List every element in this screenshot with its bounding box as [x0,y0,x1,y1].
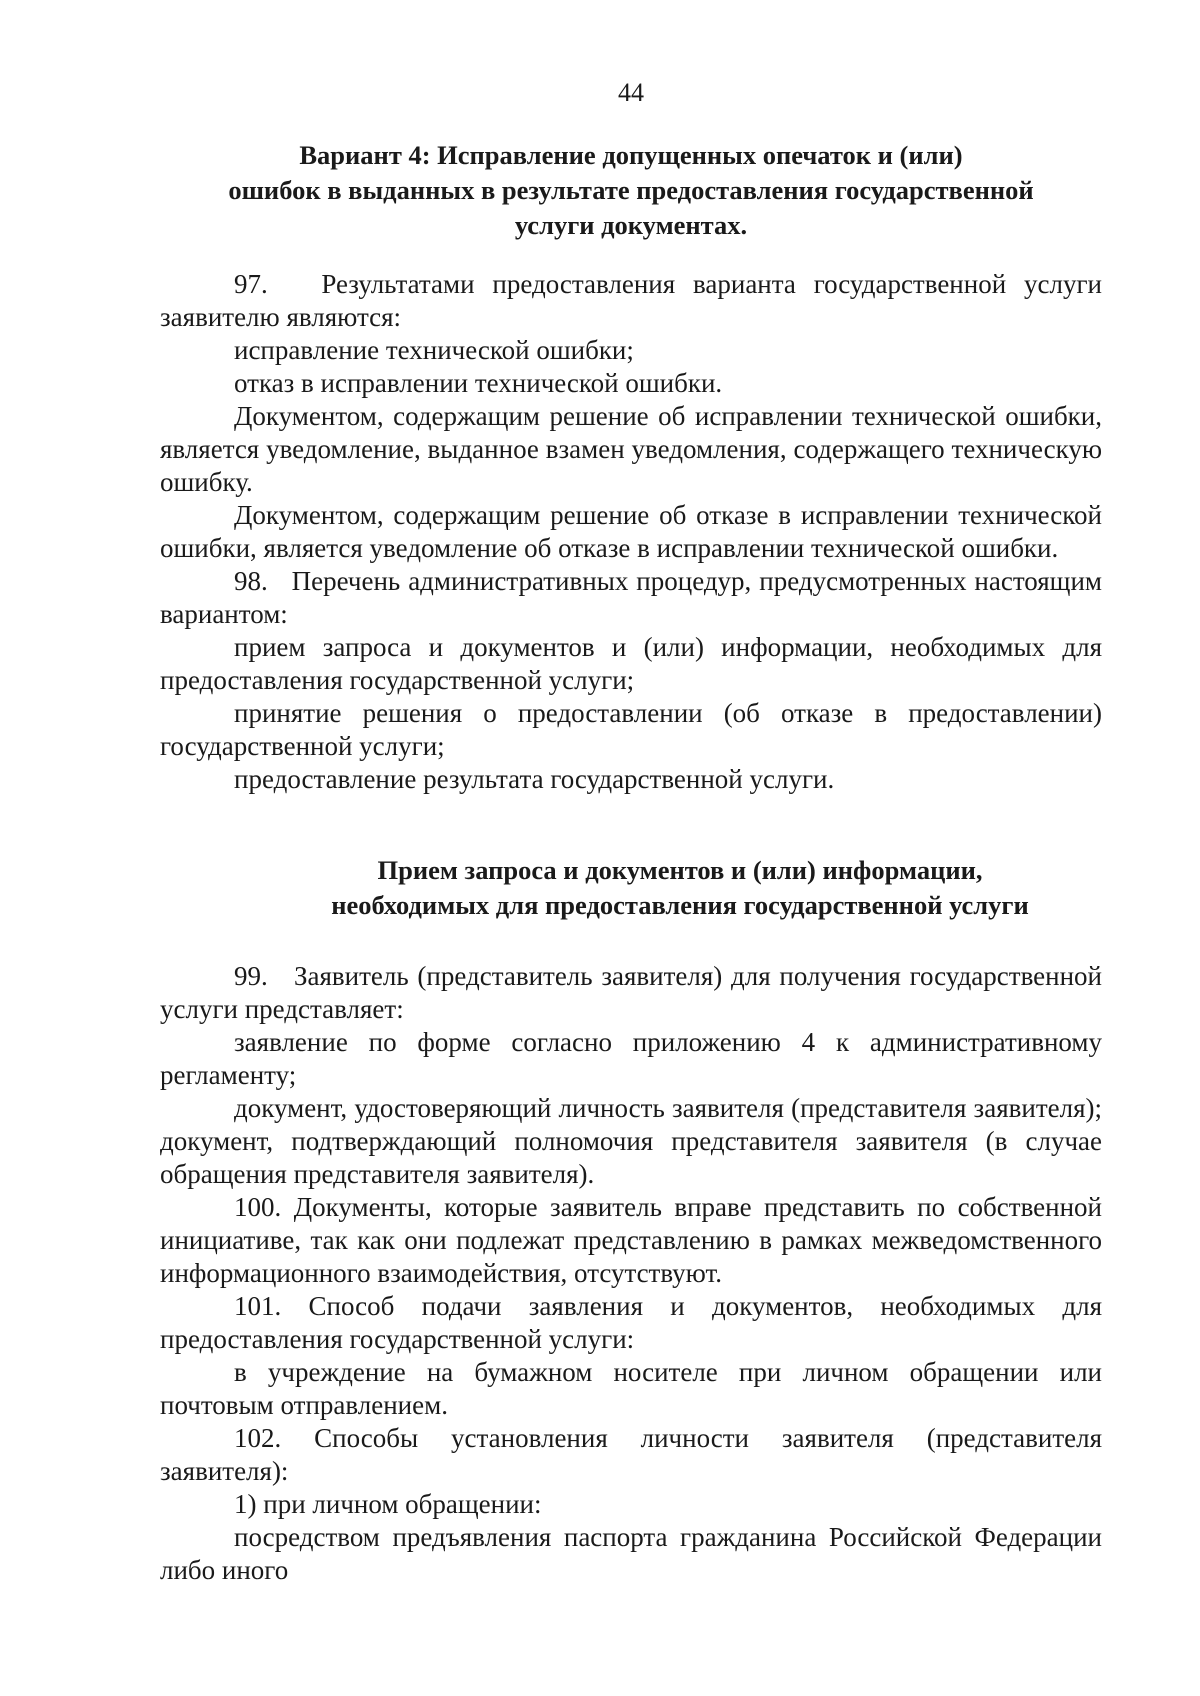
paragraph-98: 98. Перечень административных процедур, предусмотренных настоящим вариантом: [160,566,1102,629]
paragraph-101: 101. Способ подачи заявления и документов, необходимых для предоставления государственной услуги: [160,1291,1102,1354]
heading-line: Вариант 4: Исправление допущенных опечаток и (или) [299,140,963,170]
heading-line: услуги документах. [514,210,748,240]
heading-line: необходимых для предоставления государственной услуги [331,890,1029,920]
heading-line: Прием запроса и документов и (или) информации, [377,855,983,885]
section-heading-variant-4 [160,138,1102,243]
section-body-variant-4 [160,268,1102,796]
page-number: 44 [618,78,644,107]
list-item: в учреждение на бумажном носителе при личном обращении или почтовым отправлением. [160,1357,1102,1420]
paragraph-97: 97. Результатами предоставления варианта государственной услуги заявителю являются: [160,269,1102,332]
list-item: прием запроса и документов и (или) информации, необходимых для предоставления государственной услуги; [160,632,1102,695]
paragraph: Документом, содержащим решение об отказе в исправлении технической ошибки, является уведомление об отказе в исправлении технической ошибки. [160,500,1102,563]
section-heading-request-intake [255,853,1105,923]
paragraph-102: 102. Способы установления личности заявителя (представителя заявителя): [160,1423,1102,1486]
list-item: принятие решения о предоставлении (об отказе в предоставлении) государственной услуги; [160,698,1102,761]
section-body-request-intake [160,960,1102,1587]
paragraph-99: 99. Заявитель (представитель заявителя) для получения государственной услуги представляет: [160,961,1102,1024]
list-item: отказ в исправлении технической ошибки. [234,368,723,398]
list-item: заявление по форме согласно приложению 4 к административному регламенту; [160,1027,1102,1090]
heading-line: ошибок в выданных в результате предоставления государственной [228,175,1034,205]
list-item: 1) при личном обращении: [234,1489,542,1519]
list-item: предоставление результата государственной услуги. [234,764,835,794]
paragraph: Документом, содержащим решение об исправлении технической ошибки, является уведомление, выданное взамен уведомления, содержащего техническую ошибку. [160,401,1102,497]
paragraph: посредством предъявления паспорта гражданина Российской Федерации либо иного [160,1522,1102,1585]
paragraph-100: 100. Документы, которые заявитель вправе представить по собственной инициативе, так как они подлежат представлению в рамках межведомственного информационного взаимодействия, отсутствуют. [160,1192,1102,1288]
list-item: исправление технической ошибки; [234,335,634,365]
list-item: документ, удостоверяющий личность заявителя (представителя заявителя); документ, подтверждающий полномочия представителя заявителя (в случае обращения представителя заявителя). [160,1093,1102,1189]
